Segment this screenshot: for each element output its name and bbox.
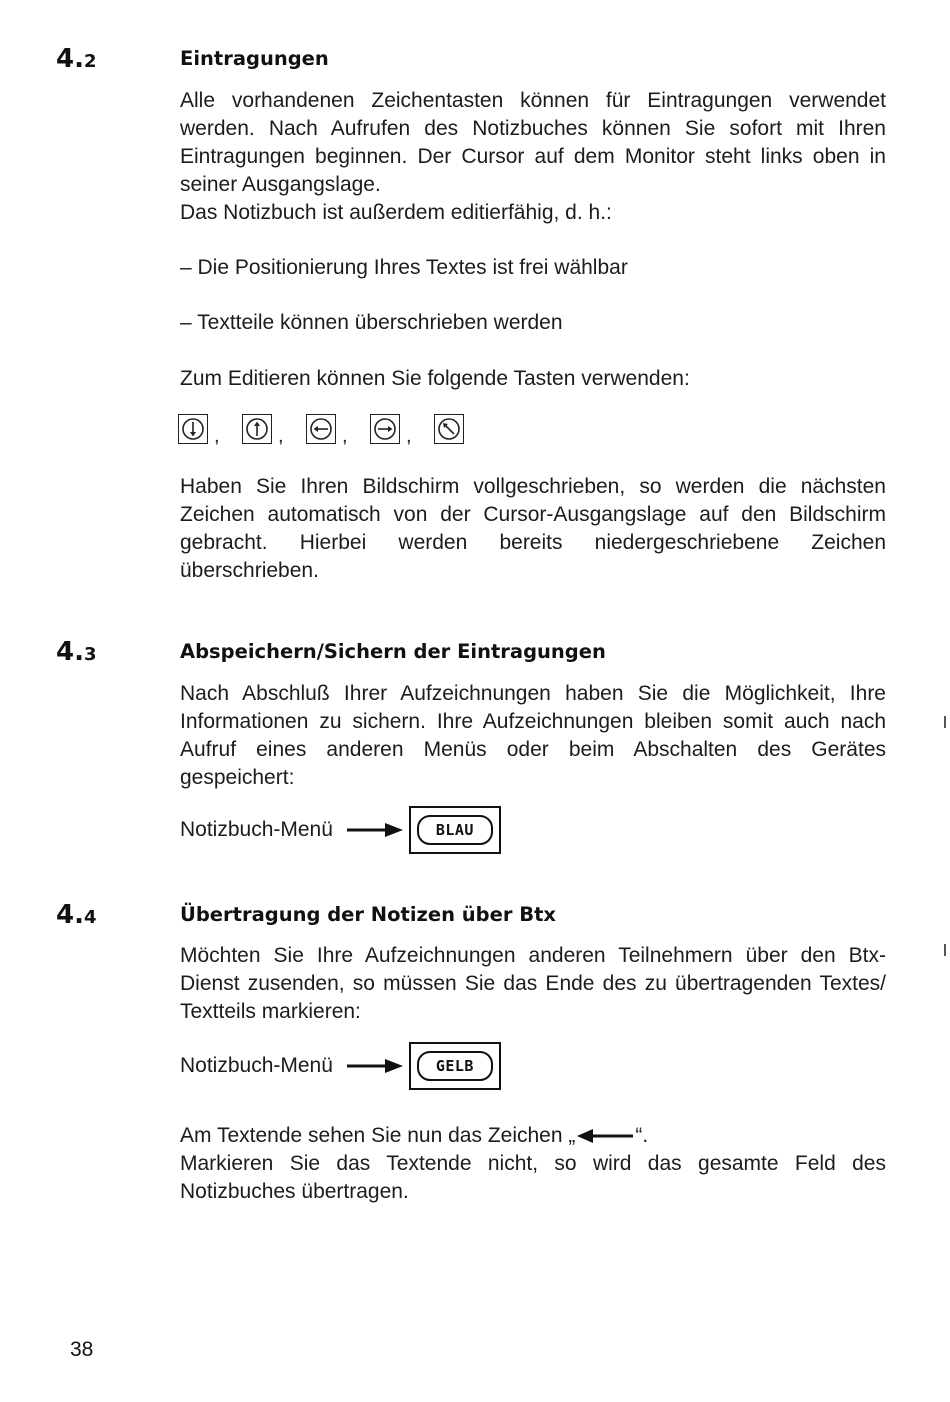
- gelb-key-label: GELB: [417, 1051, 493, 1081]
- menu-row-blau: [180, 806, 501, 854]
- menu-label-notizbuch: Notizbuch-Menü: [180, 1054, 333, 1077]
- textende-text-before: Am Textende sehen Sie nun das Zeichen „: [180, 1124, 576, 1147]
- section-title-abspeichern: Abspeichern/Sichern der Eintragungen: [180, 640, 606, 663]
- key-separator: ,: [406, 425, 412, 447]
- key-separator: ,: [214, 425, 220, 447]
- section-number-4-4: [56, 900, 97, 930]
- section-number-major: 4.: [56, 900, 84, 930]
- blau-key-label: BLAU: [417, 815, 493, 845]
- section-number-4-2: [56, 44, 97, 74]
- section-number-minor: 3: [83, 644, 97, 665]
- keys-intro: Zum Editieren können Sie folgende Tasten verwenden:: [180, 367, 690, 390]
- arrow-up-key-icon: [242, 414, 272, 444]
- bullet-ueberschreiben: – Textteile können überschrieben werden: [180, 311, 563, 334]
- section-number-4-3: [56, 637, 97, 667]
- blau-key-button: [409, 806, 501, 854]
- key-separator: ,: [342, 425, 348, 447]
- section-number-minor: 4: [83, 907, 97, 928]
- paragraph-uebertragung: Möchten Sie Ihre Aufzeichnungen anderen Teilnehmern über den Btx-Dienst zusenden, so müssen Sie das Ende des zu übertragenden Textes/ Textteils markieren:: [180, 944, 886, 1023]
- bullet-positionierung: – Die Positionierung Ihres Textes ist frei wählbar: [180, 256, 628, 279]
- scan-edge-mark: [944, 944, 946, 956]
- arrow-right-icon: [347, 1058, 403, 1074]
- arrow-right-key-icon: [370, 414, 400, 444]
- textende-text-after: “.: [635, 1124, 649, 1147]
- arrow-left-key-icon: [306, 414, 336, 444]
- section-number-major: 4.: [56, 44, 84, 74]
- page-number: 38: [70, 1338, 94, 1361]
- paragraph-textende-zeichen: [180, 1122, 648, 1150]
- menu-label-notizbuch: Notizbuch-Menü: [180, 818, 333, 841]
- menu-row-gelb: [180, 1042, 501, 1090]
- paragraph-bildschirm-voll: Haben Sie Ihren Bildschirm vollgeschrieben, so werden die nächsten Zeichen automatisch von der Cursor-Ausgangslage auf den Bildschirm gebracht. Hierbei werden bereits niedergeschriebene Zeichen überschrieben.: [180, 475, 886, 582]
- gelb-key-button: [409, 1042, 501, 1090]
- section-number-minor: 2: [83, 51, 97, 72]
- edit-keys-row: [178, 414, 464, 447]
- arrow-home-key-icon: [434, 414, 464, 444]
- section-number-major: 4.: [56, 637, 84, 667]
- arrow-right-icon: [347, 822, 403, 838]
- arrow-left-icon: [577, 1129, 633, 1143]
- scan-edge-mark: [944, 716, 946, 728]
- key-separator: ,: [278, 425, 284, 447]
- section-title-eintragungen: Eintragungen: [180, 47, 329, 70]
- section-title-uebertragung: Übertragung der Notizen über Btx: [180, 903, 556, 926]
- paragraph-editierfaehig: Das Notizbuch ist außerdem editierfähig, d. h.:: [180, 201, 612, 224]
- arrow-down-key-icon: [178, 414, 208, 444]
- paragraph-textende-nicht: Markieren Sie das Textende nicht, so wird das gesamte Feld des Notizbuches übertragen.: [180, 1152, 886, 1203]
- paragraph-eintragungen-intro: Alle vorhandenen Zeichentasten können für Eintragungen verwendet werden. Nach Aufrufen des Notizbuches können Sie sofort mit Ihren Eintragungen beginnen. Der Cursor auf dem Monitor steht links oben in seiner Ausgangslage.: [180, 89, 886, 196]
- paragraph-abspeichern: Nach Abschluß Ihrer Aufzeichnungen haben Sie die Möglichkeit, Ihre Informationen zu sichern. Ihre Aufzeichnungen bleiben somit auch nach Aufruf eines anderen Menüs oder beim Abschalten des Gerätes gespeichert:: [180, 682, 886, 789]
